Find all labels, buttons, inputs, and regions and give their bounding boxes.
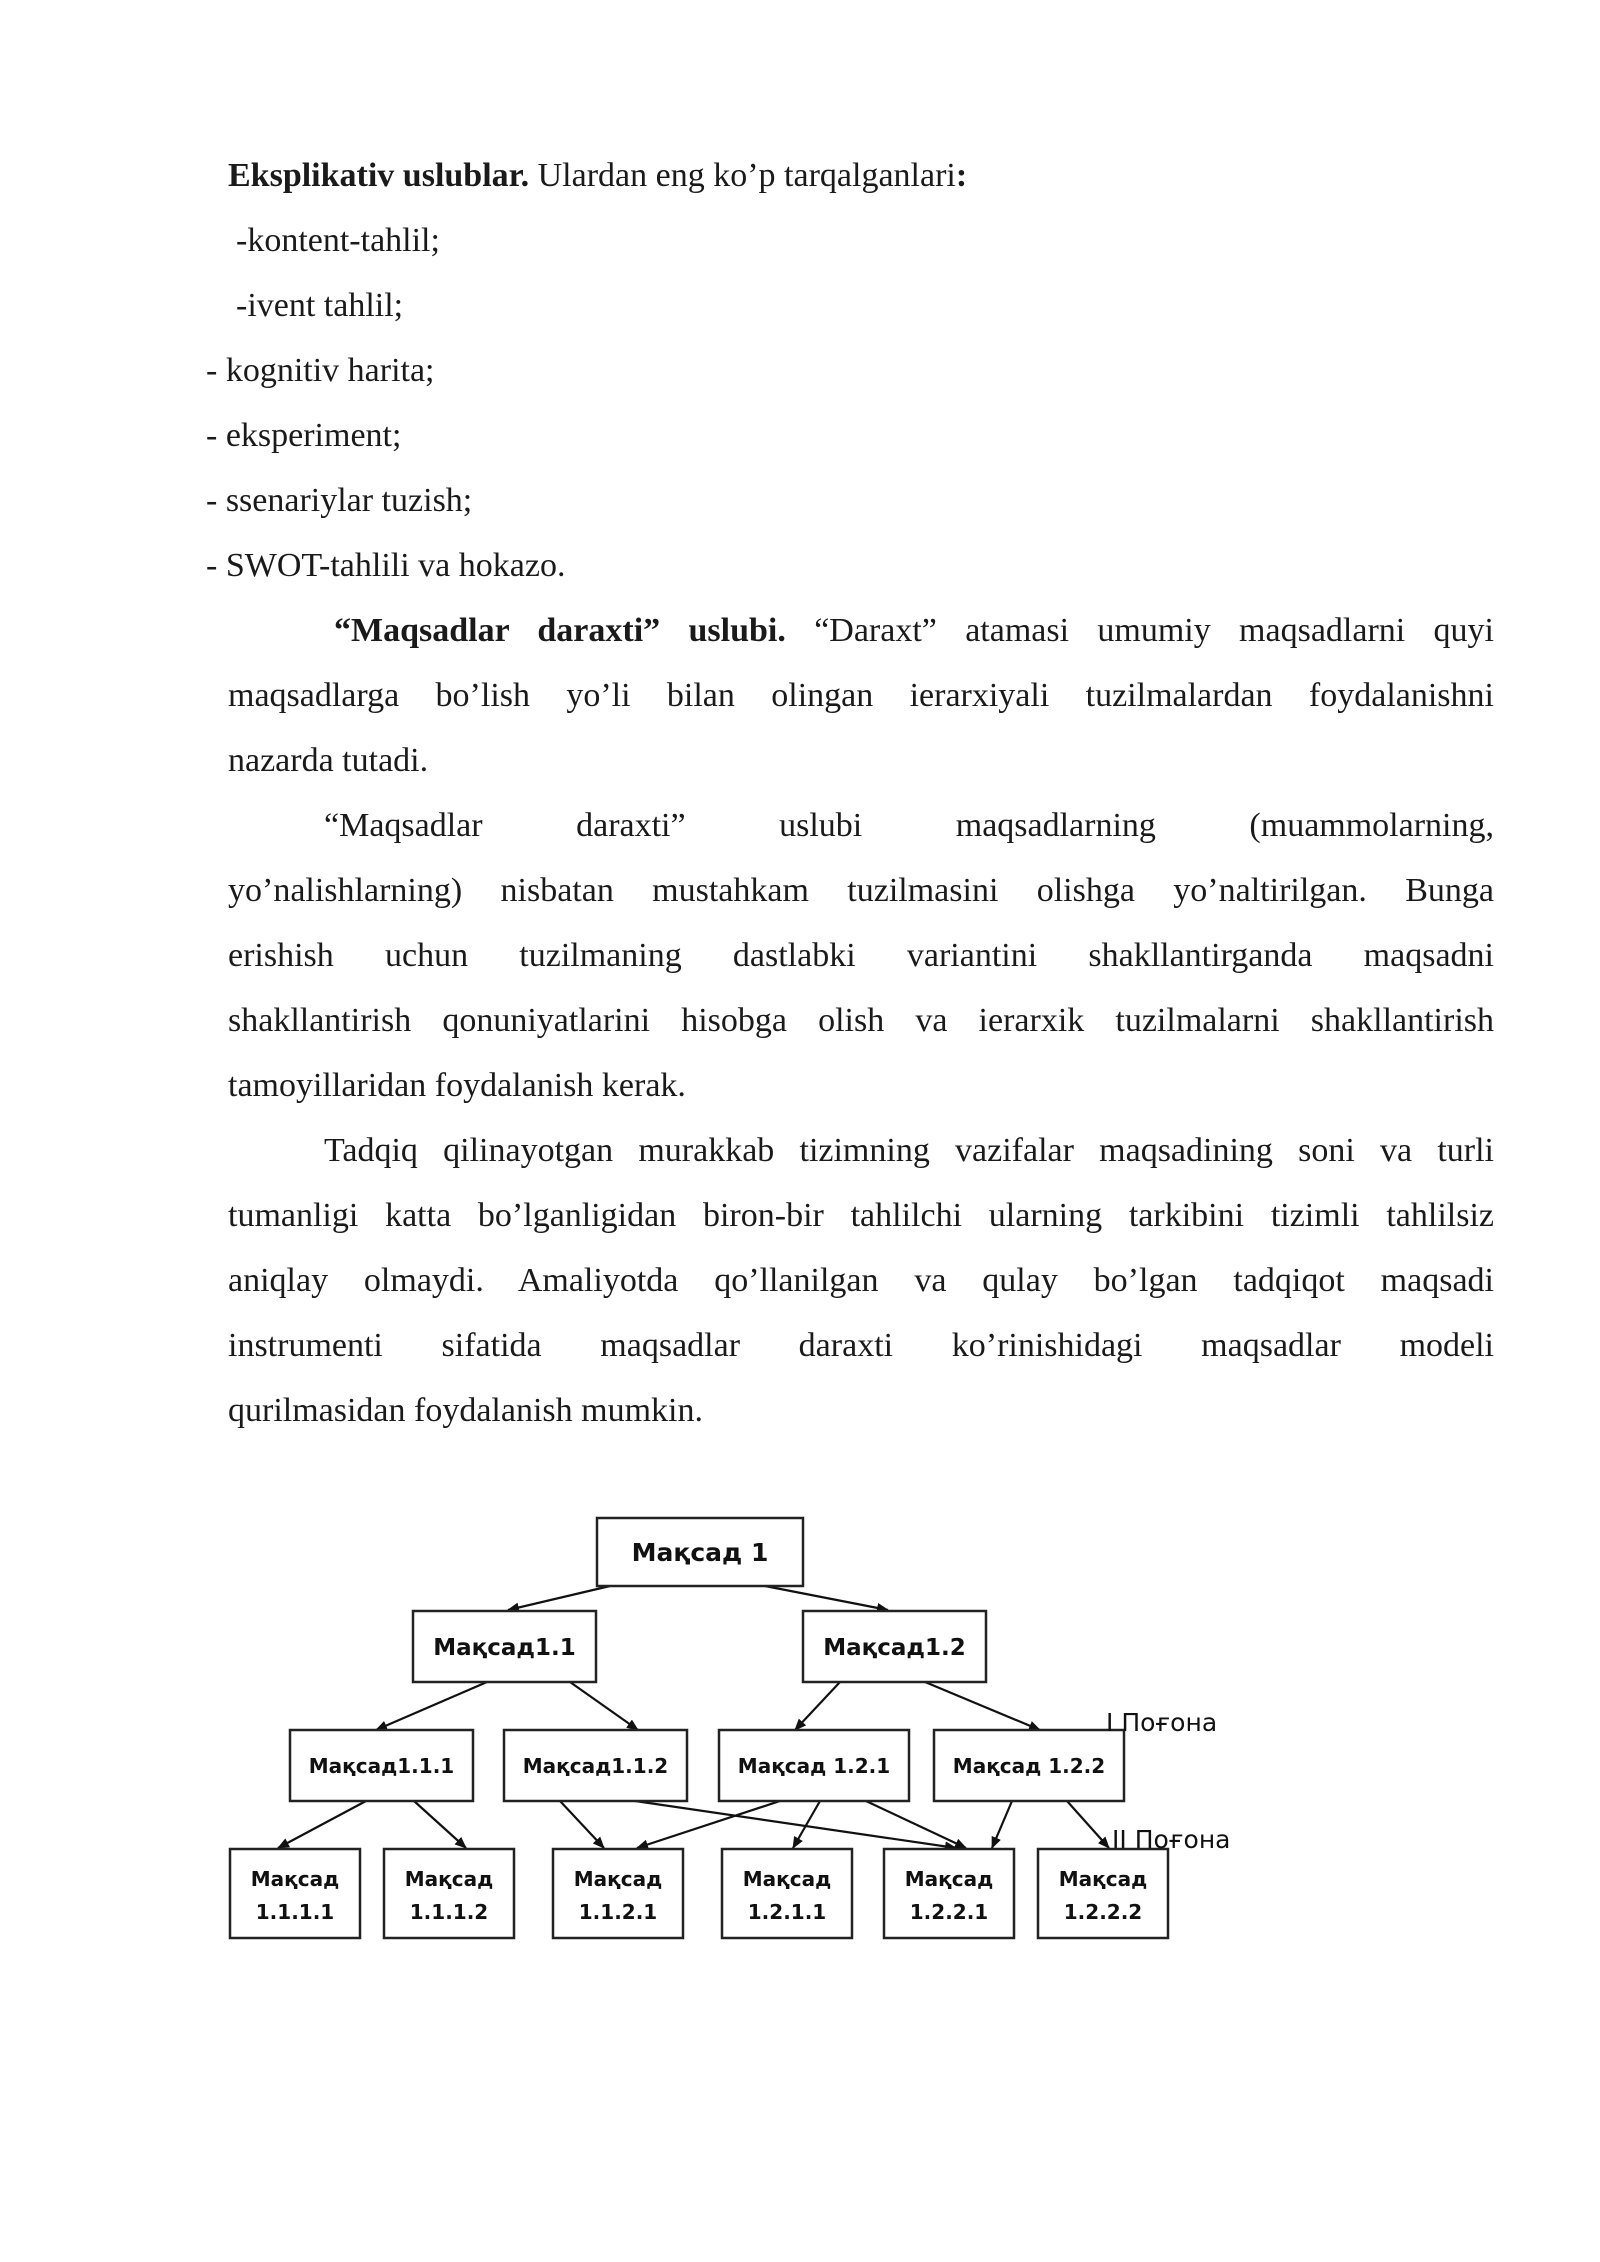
paragraph-line: qurilmasidan foydalanish mumkin. [228,1392,703,1429]
level-1-label: I Поғона [1106,1708,1218,1737]
paragraph-line: yo’nalishlarning) nisbatan mustahkam tuzilmasini olishga yo’naltirilgan. Bunga [228,872,1494,909]
list-item: -ivent tahlil; [236,287,404,324]
node-number: 1.2.2.1 [909,1900,989,1924]
tree-node-level2 [934,1730,1124,1801]
node-number: 1.1.2.1 [578,1900,658,1924]
edge [414,1801,466,1848]
paragraph-line: tamoyillaridan foydalanish kerak. [228,1067,686,1104]
node-label: Мақсад [742,1867,832,1891]
paragraph-line: Tadqiq qilinayotgan murakkab tizimning vazifalar maqsadining soni va turli [324,1132,1494,1169]
node-label: Мақсад 1.2.2 [952,1754,1106,1778]
edge [866,1801,966,1848]
list-item: - eksperiment; [206,417,402,454]
node-number: 1.1.1.1 [255,1900,335,1924]
list-item: - SWOT-tahlili va hokazo. [206,547,566,584]
paragraph-text: “Daraxt” atamasi umumiy maqsadlarni quyi [785,612,1495,649]
paragraph-line: nazarda tutadi. [228,742,429,779]
list-item: -kontent-tahlil; [236,222,440,259]
edge [635,1801,956,1848]
edge [637,1801,780,1848]
node-label: Мақсад [250,1867,340,1891]
heading-bold: Eksplikativ uslublar. [228,157,530,194]
edge [570,1682,638,1730]
node-label: Мақсад [1058,1867,1148,1891]
edge [1067,1801,1109,1848]
heading-colon: : [955,157,968,194]
tree-node-level2 [719,1730,909,1801]
tree-node-level3 [1038,1849,1168,1938]
tree-node-level3 [722,1849,852,1938]
edge [560,1801,604,1848]
tree-node-level3 [230,1849,360,1938]
paragraph-line: “Maqsadlar daraxti” uslubi maqsadlarning (muammolarning, [324,807,1494,844]
node-number: 1.2.1.1 [747,1900,827,1924]
tree-node-level2 [504,1730,687,1801]
paragraph-line: tumanligi katta bo’lganligidan biron-bir tahlilchi ularning tarkibini tizimli tahlilsiz [228,1197,1494,1234]
node-label: Мақсад1.1.2 [522,1754,669,1778]
edge [925,1682,1040,1730]
paragraph-line: instrumenti sifatida maqsadlar daraxti ko’rinishidagi maqsadlar modeli [228,1327,1494,1364]
paragraph-line: aniqlay olmaydi. Amaliyotda qo’llanilgan va qulay bo’lgan tadqiqot maqsadi [228,1262,1494,1299]
list-item: - kognitiv harita; [206,352,435,389]
node-label: Мақсад [404,1867,494,1891]
node-label: Мақсад1.2 [823,1635,966,1661]
tree-node-level3 [884,1849,1014,1938]
paragraph-line: shakllantirish qonuniyatlarini hisobga olish va ierarxik tuzilmalarni shakllantirish [228,1002,1494,1039]
list-item: - ssenariylar tuzish; [206,482,473,519]
heading-text: Ulardan eng ko’p tarqalganlari [529,157,956,194]
tree-node-root [597,1518,803,1586]
edge [278,1801,366,1848]
tree-node-level1 [413,1611,596,1682]
level-2-label: II Поғона [1112,1825,1231,1854]
edge [765,1586,888,1610]
edge [795,1682,840,1730]
method-title: “Maqsadlar daraxti” uslubi. [334,612,786,649]
node-label: Мақсад1.1.1 [308,1754,455,1778]
node-label: Мақсад1.1 [433,1635,576,1661]
edge [508,1586,610,1610]
node-label: Мақсад [573,1867,663,1891]
node-label: Мақсад 1 [631,1538,769,1567]
tree-node-level2 [290,1730,473,1801]
tree-node-level3 [553,1849,683,1938]
edge [992,1801,1012,1848]
node-label: Мақсад [904,1867,994,1891]
paragraph-line: maqsadlarga bo’lish yo’li bilan olingan ierarxiyali tuzilmalardan foydalanishni [228,677,1494,714]
node-label: Мақсад 1.2.1 [737,1754,891,1778]
node-number: 1.1.1.2 [409,1900,489,1924]
tree-node-level1 [803,1611,986,1682]
node-number: 1.2.2.2 [1063,1900,1143,1924]
tree-node-level3 [384,1849,514,1938]
edge [376,1682,487,1730]
paragraph-line: erishish uchun tuzilmaning dastlabki variantini shakllantirganda maqsadni [228,937,1494,974]
